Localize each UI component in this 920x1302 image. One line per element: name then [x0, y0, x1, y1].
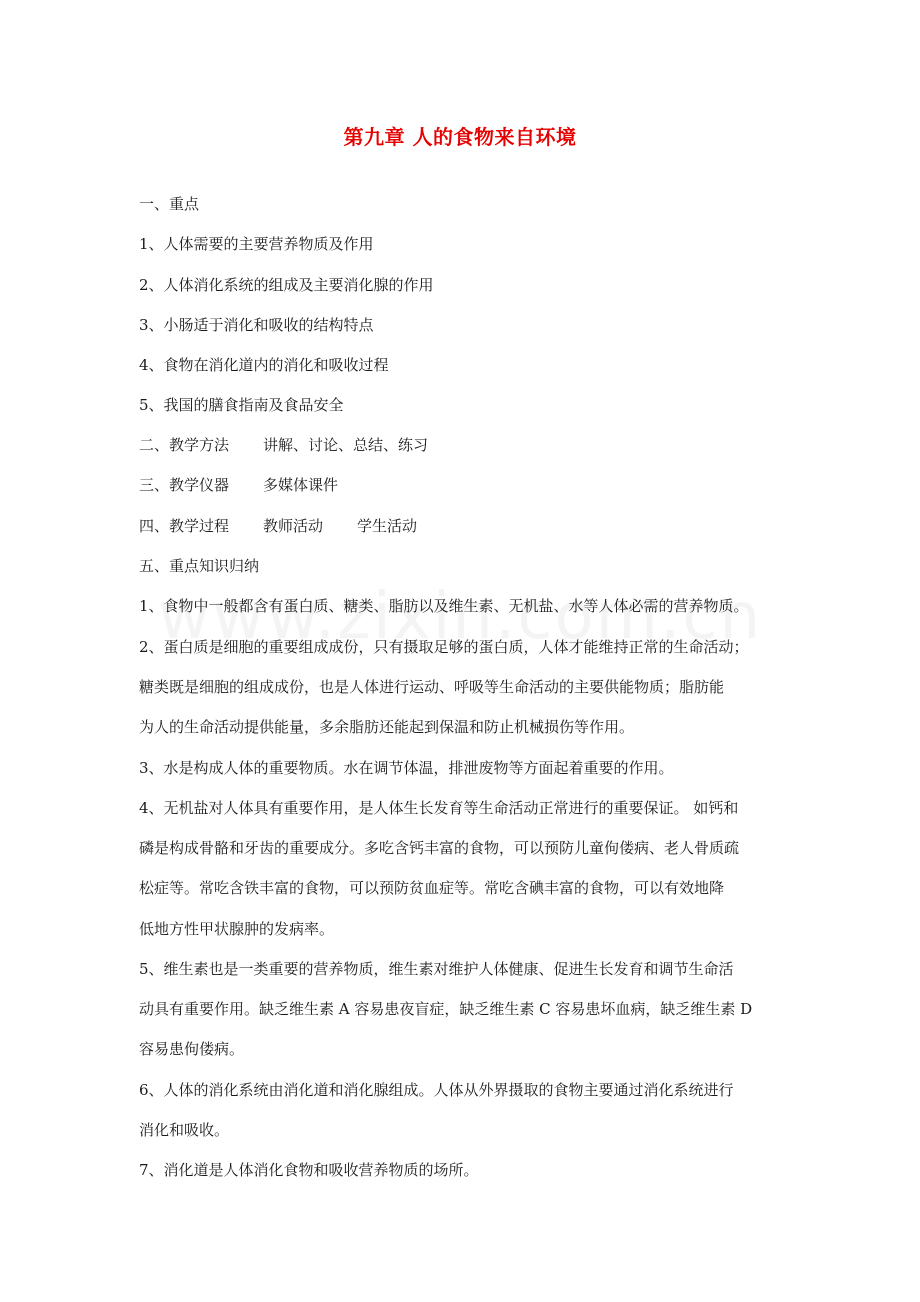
teaching-equipment-value: 多媒体课件 — [263, 476, 339, 494]
knowledge-line: 1、食物中一般都含有蛋白质、糖类、脂肪以及维生素、无机盐、水等人体必需的营养物质。 — [139, 597, 749, 615]
knowledge-line: 2、蛋白质是细胞的重要组成成份，只有摄取足够的蛋白质，人体才能维持正常的生命活动； — [139, 638, 749, 656]
key-point-item: 2、人体消化系统的组成及主要消化腺的作用 — [139, 276, 434, 294]
knowledge-line: 低地方性甲状腺肿的发病率。 — [139, 920, 335, 938]
knowledge-line: 松症等。常吃含铁丰富的食物，可以预防贫血症等。常吃含碘丰富的食物，可以有效地降 — [139, 879, 725, 897]
key-point-item: 1、人体需要的主要营养物质及作用 — [139, 235, 374, 253]
knowledge-line: 容易患佝偻病。 — [139, 1040, 245, 1058]
teaching-process-row — [139, 515, 417, 537]
knowledge-line: 糖类既是细胞的组成成份，也是人体进行运动、呼吸等生命活动的主要供能物质；脂肪能 — [139, 678, 725, 696]
key-point-item: 3、小肠适于消化和吸收的结构特点 — [139, 316, 374, 334]
knowledge-line: 磷是构成骨骼和牙齿的重要成分。多吃含钙丰富的食物，可以预防儿童佝偻病、老人骨质疏 — [139, 839, 740, 857]
teaching-method-row — [139, 434, 428, 456]
document-title: 第九章 人的食物来自环境 — [343, 125, 577, 149]
knowledge-line: 4、无机盐对人体具有重要作用，是人体生长发育等生命活动正常进行的重要保证。 如钙和 — [139, 799, 739, 817]
key-point-item: 5、我国的膳食指南及食品安全 — [139, 396, 344, 414]
section-heading-teaching-process: 四、教学过程 — [139, 517, 230, 535]
knowledge-line: 消化和吸收。 — [139, 1121, 230, 1139]
teaching-equipment-row — [139, 474, 338, 496]
section-heading-key-points: 一、重点 — [139, 195, 200, 213]
knowledge-line: 5、维生素也是一类重要的营养物质，维生素对维护人体健康、促进生长发育和调节生命活 — [139, 960, 734, 978]
section-heading-teaching-equipment: 三、教学仪器 — [139, 476, 230, 494]
key-point-item: 4、食物在消化道内的消化和吸收过程 — [139, 356, 389, 374]
knowledge-line: 3、水是构成人体的重要物质。水在调节体温，排泄废物等方面起着重要的作用。 — [139, 759, 674, 777]
knowledge-line: 为人的生命活动提供能量，多余脂肪还能起到保温和防止机械损伤等作用。 — [139, 718, 635, 736]
student-activity-label: 学生活动 — [357, 517, 418, 535]
knowledge-line: 动具有重要作用。缺乏维生素 A 容易患夜盲症，缺乏维生素 C 容易患坏血病，缺乏维生素 D — [139, 1000, 753, 1018]
section-heading-teaching-method: 二、教学方法 — [139, 436, 230, 454]
section-heading-knowledge-summary: 五、重点知识归纳 — [139, 557, 260, 575]
teacher-activity-label: 教师活动 — [263, 517, 324, 535]
knowledge-line: 7、消化道是人体消化食物和吸收营养物质的场所。 — [139, 1161, 479, 1179]
knowledge-line: 6、人体的消化系统由消化道和消化腺组成。人体从外界摄取的食物主要通过消化系统进行 — [139, 1081, 734, 1099]
teaching-method-value: 讲解、讨论、总结、练习 — [263, 436, 429, 454]
